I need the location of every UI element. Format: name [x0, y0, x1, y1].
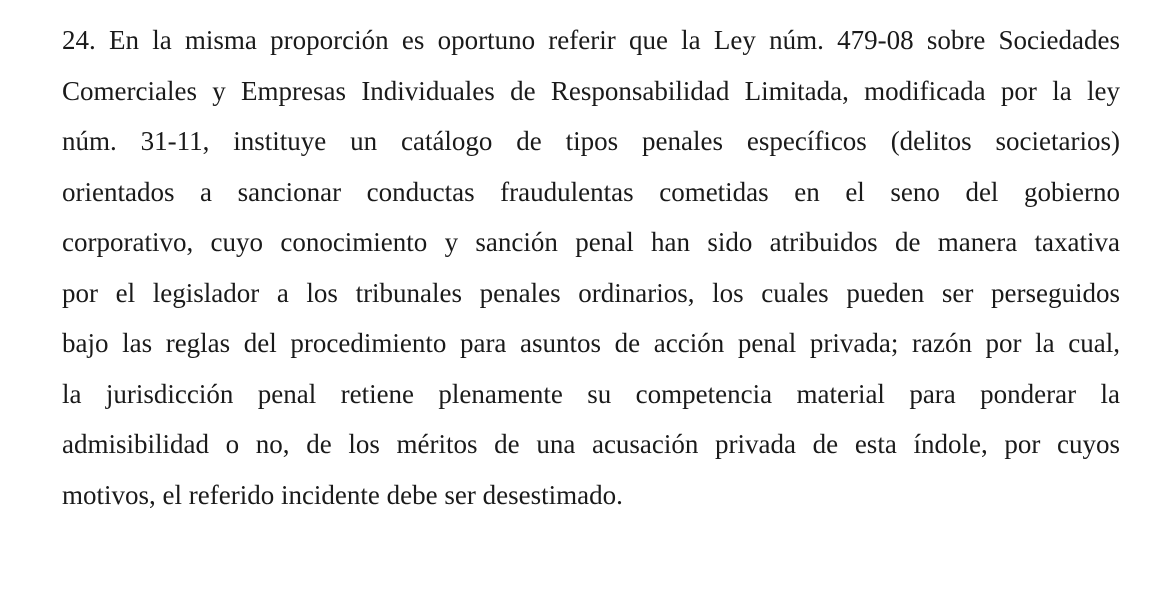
paragraph-line: orientados a sancionar conductas fraudulentas cometidas en el seno del gobierno	[62, 176, 1120, 207]
paragraph-line: 24. En la misma proporción es oportuno referir que la Ley núm. 479-08 sobre Sociedades	[62, 25, 1120, 55]
paragraph-line: núm. 31-11, instituye un catálogo de tipos penales específicos (delitos societarios)	[62, 126, 1120, 156]
paragraph-24	[62, 15, 1120, 520]
paragraph-line-last: motivos, el referido incidente debe ser desestimado.	[62, 479, 623, 510]
paragraph-line: corporativo, cuyo conocimiento y sanción penal han sido atribuidos de manera taxativa	[62, 227, 1120, 257]
paragraph-line: admisibilidad o no, de los méritos de una acusación privada de esta índole, por cuyos	[62, 429, 1120, 459]
paragraph-line: la jurisdicción penal retiene plenamente su competencia material para ponderar la	[62, 378, 1120, 409]
paragraph-line: Comerciales y Empresas Individuales de Responsabilidad Limitada, modificada por la ley	[62, 75, 1120, 106]
paragraph-line: por el legislador a los tribunales penales ordinarios, los cuales pueden ser perseguidos	[62, 277, 1120, 308]
paragraph-line: bajo las reglas del procedimiento para asuntos de acción penal privada; razón por la cual,	[62, 328, 1120, 358]
